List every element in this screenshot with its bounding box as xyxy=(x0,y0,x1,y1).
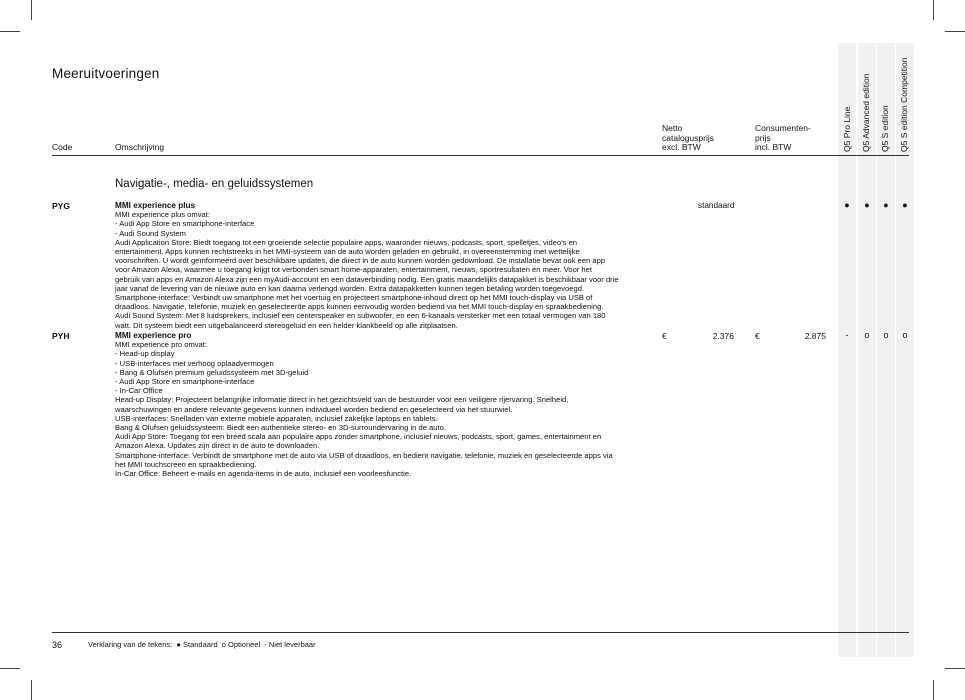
crop-mark xyxy=(945,31,965,32)
header-consumer-price: Consumenten- prijs incl. BTW xyxy=(755,123,811,152)
crop-mark xyxy=(933,680,934,700)
legend: Verklaring van de tekens: ● Standaard o Optioneel - Niet leverbaar xyxy=(88,640,316,649)
availability-mark: - xyxy=(845,330,849,340)
availability-mark: o xyxy=(902,330,908,340)
version-label: Q5 S edition xyxy=(880,105,890,152)
crop-mark xyxy=(945,668,965,669)
footer-divider xyxy=(52,632,909,633)
option-name: MMI experience pro xyxy=(115,331,192,340)
crop-mark xyxy=(31,0,32,20)
availability-mark: ● xyxy=(902,200,908,210)
availability-mark: o xyxy=(883,330,889,340)
version-label: Q5 S edition Competition xyxy=(899,57,909,152)
header-code: Code xyxy=(52,142,73,152)
availability-mark: ● xyxy=(844,200,850,210)
crop-mark xyxy=(933,0,934,20)
option-description: MMI experience plus MMI experience plus omvat: - Audi App Store en smartphone-interface - Audi Sound System Audi Application Store: Biedt toegang tot een groeiende selectie populaire apps, waaronder nieuws, podcasts, sport, spelletjes, video's en entertainment. Apps kunnen rechtstreeks in het MMI-systeem van de auto worden geladen en gebruikt, in overeenstemming met wettelijke voorschriften. U wordt geïnformeerd over beschikbare updates, die direct in de auto kunnen worden gedownload. De installatie bevat ook een app voor Amazon Alexa, waarmee u toegang krijgt tot verbonden smart home-apparaten, entertainment, nieuws, sportresultaten en meer. Voor het gebruik van apps en Amazon Alexa zijn een myAudi-account en een dataverbinding nodig. Een gratis maandelijks datapakket is beschikbaar voor drie jaar vanaf de levering van de nieuwe auto en kan daarna verlengd worden. Extra datapakketten kunnen tegen betaling worden toegevoegd. Smartphone-interface: Verbindt uw smartphone met het voertuig en projecteert smartphone-inhoud direct op het MMI touch-display via USB of draadloos. Navigatie, telefonie, muziek en geselecteerde apps kunnen eenvoudig worden bediend via het MMI touch-display en spraakbediening. Audi Sound System: Met 8 luidsprekers, inclusief een centerspeaker en subwoofer, en een 6-kanaals versterker met een totaal vermogen van 180 watt. Dit systeem biedt een uitgebalanceerd stereogeluid en een helder klankbeeld op alle zitplaatsen. xyxy=(115,201,619,330)
section-title: Navigatie-, media- en geluidssystemen xyxy=(115,178,314,190)
page-number: 36 xyxy=(52,640,63,650)
page-title: Meeruitvoeringen xyxy=(52,66,160,81)
option-name: MMI experience plus xyxy=(115,201,196,210)
version-label: Q5 Advanced edition xyxy=(861,73,871,152)
consumer-price-value: 2.875 xyxy=(804,331,826,341)
currency-symbol: € xyxy=(755,331,760,341)
availability-mark: ● xyxy=(883,200,889,210)
crop-mark xyxy=(0,668,20,669)
header-net-price: Netto catalogusprijs excl. BTW xyxy=(662,123,714,152)
price-standard: standaard xyxy=(698,201,735,210)
version-label: Q5 Pro Line xyxy=(842,106,852,152)
crop-mark xyxy=(0,31,20,32)
availability-mark: ● xyxy=(864,200,870,210)
option-code: PYH xyxy=(52,331,70,341)
net-price-value: 2.376 xyxy=(712,331,734,341)
currency-symbol: € xyxy=(662,331,667,341)
header-divider xyxy=(52,155,909,156)
availability-mark: o xyxy=(864,330,870,340)
crop-mark xyxy=(31,680,32,700)
option-code: PYG xyxy=(52,201,70,211)
header-description: Omschrijving xyxy=(115,142,165,152)
option-description: MMI experience pro MMI experience pro omvat: - Head-up display - USB-interfaces met verhoog oplaadvermogen - Bang & Olufsen premium geluidssysteem met 3D-geluid - Audi App Store en smartphone-interface - In-Car Office Head-up Display: Projecteert belangrijke informatie direct in het gezichtsveld van de bestuurder voor een veiligere rijervaring. Snelheid, waarschuwingen en andere relevante gegevens kunnen individueel worden bediend en geselecteerd via het stuurwiel. USB-interfaces: Snelladen van externe mobiele apparaten, inclusief zakelijke laptops en tablets. Bang & Olufsen geluidssysteem: Biedt een authentieke stereo- en 3D-surroundervaring in de auto. Audi App Store: Toegang tot een breed scala aan populaire apps zonder smartphone, inclusief nieuws, podcasts, sport, games, entertainment en Amazon Alexa. Updates zijn direct in de auto te downloaden. Smartphone-interface: Verbindt de smartphone met de auto via USB of draadloos, en bedient navigatie, telefonie, muziek en geselecteerde apps via het MMI touchscreen en spraakbediening. In-Car Office: Beheert e-mails en agenda-items in de auto, inclusief een voorleesfunctie. xyxy=(115,331,613,479)
